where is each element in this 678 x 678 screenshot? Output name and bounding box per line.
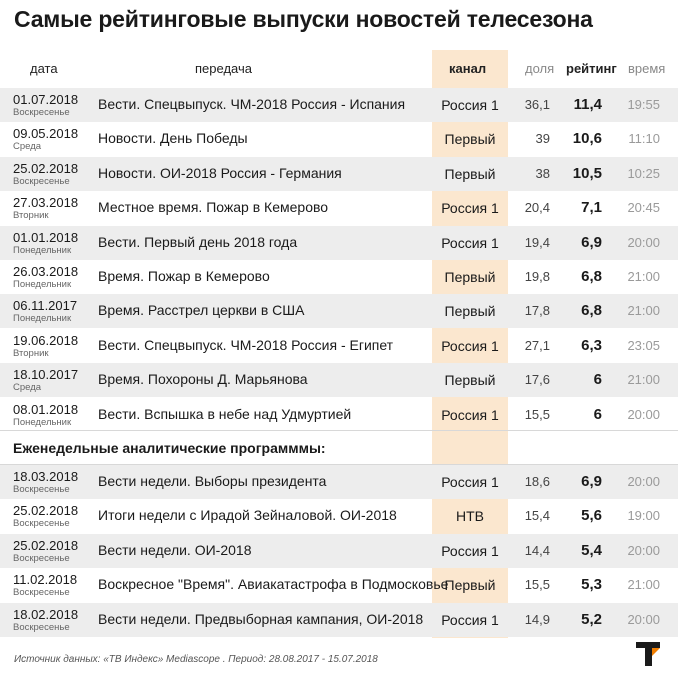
program-name: Воскресное "Время". Авиакатастрофа в Подмосковье bbox=[98, 576, 449, 593]
tj-logo-icon bbox=[636, 640, 664, 668]
share-value: 18,6 bbox=[524, 474, 550, 489]
rating-value: 11,4 bbox=[573, 96, 602, 113]
day-of-week: Воскресенье bbox=[13, 175, 70, 187]
date: 08.01.2018 bbox=[13, 401, 79, 417]
channel-name: Россия 1 bbox=[441, 234, 499, 251]
share-value: 14,9 bbox=[524, 611, 550, 627]
channel-name: Первый bbox=[444, 577, 496, 594]
date: 25.02.2018 bbox=[13, 160, 79, 176]
air-time: 21:00 bbox=[627, 303, 660, 319]
air-time: 20:00 bbox=[627, 406, 660, 422]
date: 19.06.2018 bbox=[13, 332, 79, 348]
section-divider bbox=[0, 430, 678, 431]
rating-value: 6 bbox=[593, 405, 602, 423]
date: 18.10.2017 bbox=[13, 367, 79, 383]
channel-name: Россия 1 bbox=[441, 542, 499, 559]
table-row bbox=[0, 534, 678, 568]
air-time: 11:10 bbox=[628, 131, 660, 147]
share-value: 39 bbox=[535, 131, 550, 147]
day-of-week: Понедельник bbox=[13, 279, 72, 290]
rating-value: 5,2 bbox=[581, 610, 602, 628]
air-time: 20:00 bbox=[627, 542, 660, 558]
share-value: 19,8 bbox=[524, 269, 550, 284]
section-title: Еженедельные аналитические программмы: bbox=[13, 440, 326, 456]
table-row bbox=[0, 88, 678, 122]
rating-value: 6,9 bbox=[581, 233, 602, 251]
day-of-week: Среда bbox=[13, 141, 42, 153]
share-value: 19,4 bbox=[524, 234, 550, 250]
rating-value: 5,4 bbox=[581, 541, 602, 559]
rating-value: 5,3 bbox=[581, 576, 602, 594]
day-of-week: Воскресенье bbox=[13, 621, 70, 633]
share-value: 27,1 bbox=[524, 337, 550, 353]
air-time: 23:05 bbox=[627, 337, 660, 353]
table-row bbox=[0, 329, 678, 363]
date: 01.01.2018 bbox=[13, 229, 79, 245]
share-value: 36,1 bbox=[524, 97, 550, 112]
channel-name: Первый bbox=[444, 372, 496, 389]
channel-name: Россия 1 bbox=[441, 406, 499, 423]
date: 01.07.2018 bbox=[13, 92, 79, 107]
date: 06.11.2017 bbox=[13, 298, 78, 314]
program-name: Новости. ОИ-2018 Россия - Германия bbox=[98, 164, 342, 181]
air-time: 19:00 bbox=[627, 508, 660, 524]
share-value: 14,4 bbox=[524, 542, 550, 558]
share-value: 15,4 bbox=[524, 508, 550, 524]
program-name: Вести. Первый день 2018 года bbox=[98, 233, 298, 250]
date: 25.02.2018 bbox=[13, 537, 79, 553]
air-time: 21:00 bbox=[627, 577, 660, 593]
channel-name: Первый bbox=[444, 131, 496, 148]
date: 09.05.2018 bbox=[13, 126, 79, 142]
day-of-week: Понедельник bbox=[13, 313, 72, 325]
date: 18.02.2018 bbox=[13, 606, 79, 622]
air-time: 20:00 bbox=[627, 474, 660, 489]
rating-value: 6,8 bbox=[581, 302, 602, 320]
rating-value: 10,6 bbox=[572, 130, 602, 148]
share-value: 15,5 bbox=[524, 577, 550, 593]
rating-value: 6,9 bbox=[581, 473, 602, 490]
program-name: Вести. Спецвыпуск. ЧМ-2018 Россия - Египет bbox=[98, 336, 394, 353]
rating-value: 6 bbox=[593, 371, 602, 389]
day-of-week: Воскресенье bbox=[13, 484, 70, 495]
table-row bbox=[0, 226, 678, 260]
channel-name: Первый bbox=[444, 165, 496, 182]
channel-name: Первый bbox=[444, 303, 496, 320]
program-name: Время. Расстрел церкви в США bbox=[98, 302, 305, 319]
air-time: 20:00 bbox=[627, 611, 660, 627]
program-name: Местное время. Пожар в Кемерово bbox=[98, 199, 329, 216]
header-channel: канал bbox=[449, 61, 487, 76]
share-value: 20,4 bbox=[524, 200, 550, 216]
day-of-week: Понедельник bbox=[13, 416, 72, 428]
program-name: Итоги недели с Ирадой Зейналовой. ОИ-2018 bbox=[98, 507, 397, 524]
day-of-week: Воскресенье bbox=[13, 518, 70, 530]
header-time: время bbox=[628, 61, 666, 76]
day-of-week: Понедельник bbox=[13, 244, 72, 256]
header-rating: рейтинг bbox=[566, 61, 617, 76]
channel-name: Россия 1 bbox=[441, 337, 499, 354]
channel-name: Россия 1 bbox=[441, 611, 499, 628]
rating-value: 7,1 bbox=[581, 199, 602, 217]
table-row bbox=[0, 499, 678, 533]
day-of-week: Среда bbox=[13, 382, 42, 394]
date: 27.03.2018 bbox=[13, 195, 79, 211]
channel-name: Первый bbox=[444, 269, 496, 285]
rating-value: 10,5 bbox=[572, 164, 602, 182]
date: 26.03.2018 bbox=[13, 264, 79, 279]
share-value: 17,8 bbox=[524, 303, 550, 319]
header-date: дата bbox=[30, 61, 58, 76]
program-name: Время. Похороны Д. Марьянова bbox=[98, 371, 308, 388]
table-row bbox=[0, 363, 678, 397]
air-time: 20:45 bbox=[627, 200, 660, 216]
page-title: Самые рейтинговые выпуски новостей телесезона bbox=[14, 6, 593, 32]
program-name: Время. Пожар в Кемерово bbox=[98, 268, 270, 284]
day-of-week: Воскресенье bbox=[13, 552, 70, 564]
channel-name: Россия 1 bbox=[441, 97, 499, 113]
rating-value: 5,6 bbox=[581, 507, 602, 525]
share-value: 38 bbox=[535, 165, 550, 181]
date: 18.03.2018 bbox=[13, 469, 79, 484]
table-row bbox=[0, 568, 678, 602]
program-name: Вести. Вспышка в небе над Удмуртией bbox=[98, 405, 352, 422]
program-name: Вести недели. Выборы президента bbox=[98, 473, 327, 489]
table-row bbox=[0, 294, 678, 328]
channel-name: НТВ bbox=[456, 508, 484, 525]
program-name: Вести. Спецвыпуск. ЧМ-2018 Россия - Испания bbox=[98, 96, 406, 112]
table-row bbox=[0, 191, 678, 225]
share-value: 15,5 bbox=[524, 406, 550, 422]
table-row bbox=[0, 465, 678, 499]
day-of-week: Воскресенье bbox=[13, 587, 70, 599]
air-time: 10:25 bbox=[627, 165, 660, 181]
air-time: 21:00 bbox=[627, 372, 660, 388]
date: 25.02.2018 bbox=[13, 503, 79, 519]
source-note: Источник данных: «ТВ Индекс» Mediascope . Период: 28.08.2017 - 15.07.2018 bbox=[14, 654, 378, 665]
header-share: доля bbox=[525, 61, 555, 76]
date: 11.02.2018 bbox=[13, 572, 78, 588]
table-row bbox=[0, 603, 678, 637]
header-program: передача bbox=[195, 61, 252, 76]
table-row bbox=[0, 398, 678, 432]
table-row bbox=[0, 157, 678, 191]
rating-value: 6,3 bbox=[581, 336, 602, 354]
channel-name: Россия 1 bbox=[441, 474, 499, 490]
air-time: 20:00 bbox=[627, 234, 660, 250]
day-of-week: Воскресенье bbox=[13, 107, 70, 118]
program-name: Вести недели. ОИ-2018 bbox=[98, 541, 252, 558]
program-name: Вести недели. Предвыборная кампания, ОИ-2018 bbox=[98, 610, 424, 627]
day-of-week: Вторник bbox=[13, 210, 49, 222]
table-row bbox=[0, 122, 678, 156]
table-row bbox=[0, 260, 678, 294]
rating-value: 6,8 bbox=[581, 268, 602, 285]
air-time: 21:00 bbox=[627, 269, 660, 284]
share-value: 17,6 bbox=[524, 372, 550, 388]
program-name: Новости. День Победы bbox=[98, 130, 248, 147]
day-of-week: Вторник bbox=[13, 347, 49, 359]
air-time: 19:55 bbox=[627, 97, 660, 112]
channel-name: Россия 1 bbox=[441, 200, 499, 217]
